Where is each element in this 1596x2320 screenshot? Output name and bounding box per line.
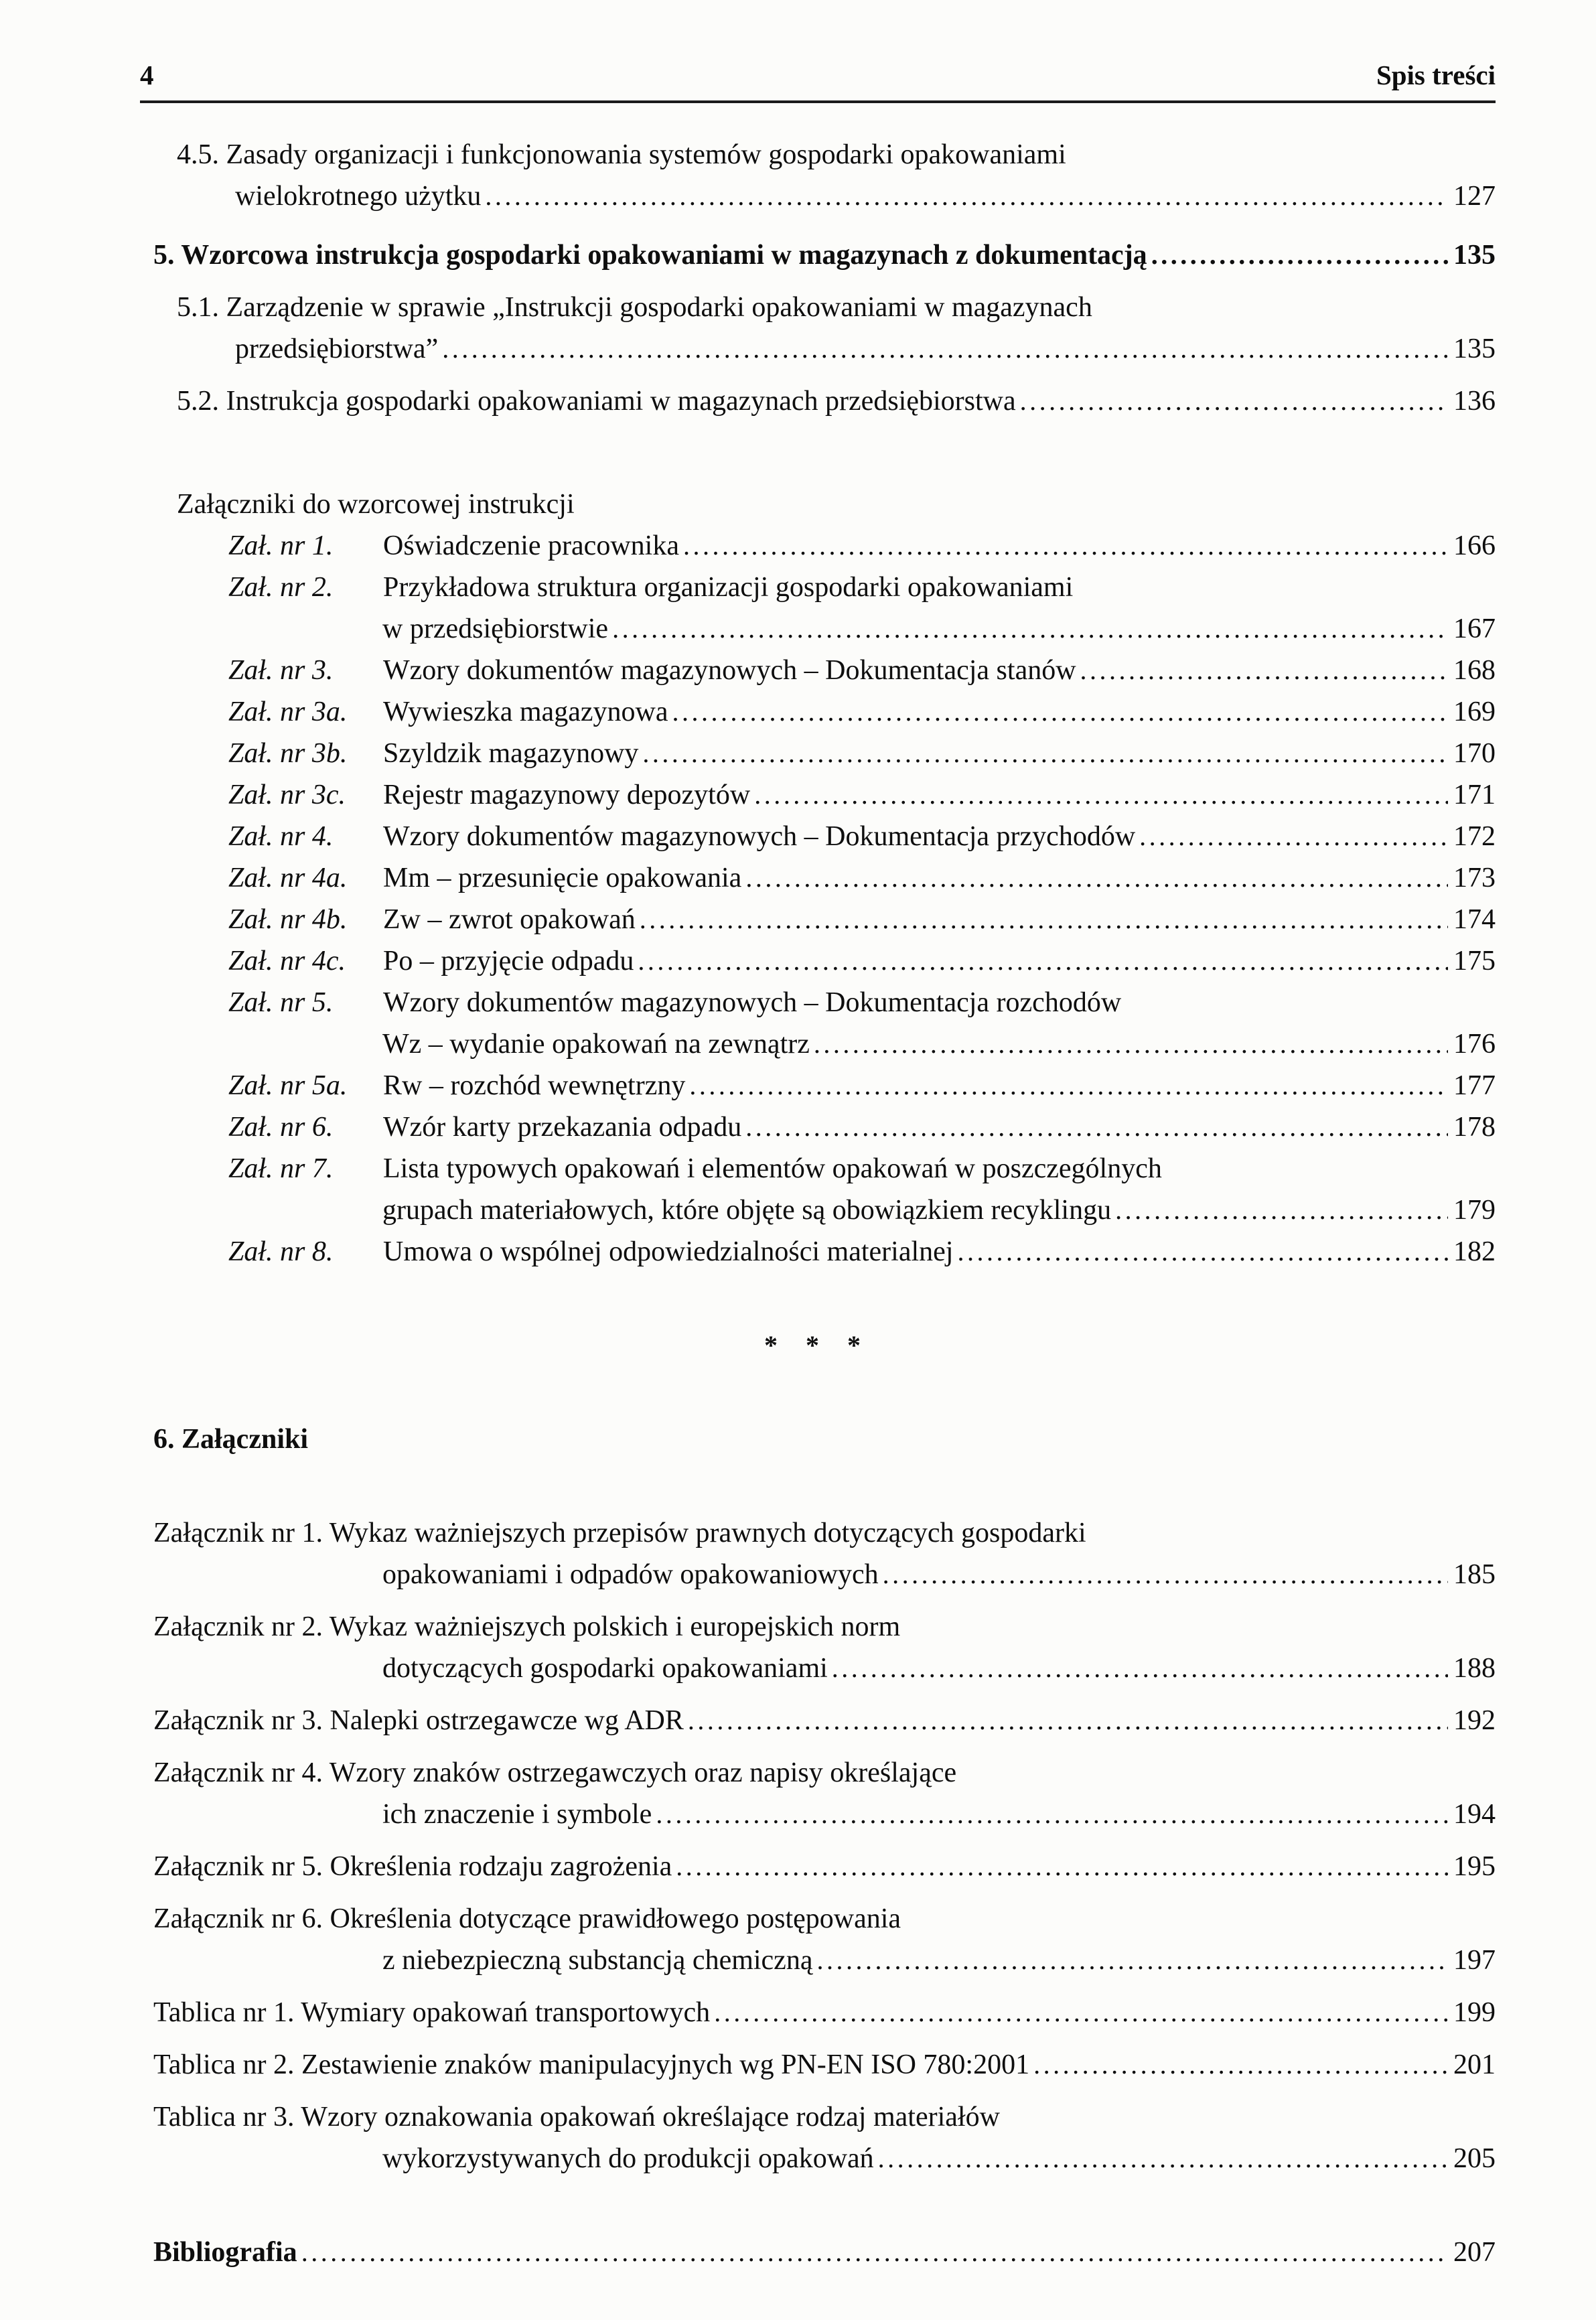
toc-entry-text: Mm – przesunięcie opakowania (383, 863, 742, 893)
toc-entry-label: Zał. nr 2. (228, 572, 334, 603)
leader-dots (1115, 1189, 1448, 1231)
toc-row (153, 1752, 1496, 1794)
toc-entry-text: * * * (764, 1330, 871, 1360)
toc-entry-page: 135 (1453, 240, 1496, 271)
toc-entry-page: 174 (1453, 904, 1496, 935)
chapter-entry (153, 234, 1496, 276)
leader-dots (883, 1554, 1448, 1595)
toc-row (153, 1606, 1496, 1648)
section-separator (140, 1325, 1496, 1366)
toc-entry-text: Bibliografia (153, 2237, 297, 2268)
toc-entry-text: 5.1. Zarządzenie w sprawie „Instrukcji gospodarki opakowaniami w magazynach (177, 292, 1092, 323)
toc-entry-text: przedsiębiorstwa” (235, 334, 439, 364)
toc-entry-label: Zał. nr 5a. (228, 1070, 348, 1101)
section-heading (153, 1419, 1496, 1460)
toc-entry-label: Zał. nr 4. (228, 821, 334, 852)
toc-entry-text: Załącznik nr 3. Nalepki ostrzegawcze wg ADR (153, 1705, 684, 1736)
leader-dots (745, 857, 1448, 899)
leader-dots (301, 2232, 1448, 2273)
leader-dots (689, 1065, 1448, 1106)
toc-entry-text: Wzory dokumentów magazynowych – Dokumentacja stanów (383, 655, 1076, 686)
toc-entry-text: Tablica nr 3. Wzory oznakowania opakowań określające rodzaj materiałów (153, 2102, 1000, 2132)
toc-entry-page: 185 (1453, 1559, 1496, 1590)
toc-entry-text: Załącznik nr 1. Wykaz ważniejszych przepisów prawnych dotyczących gospodarki (153, 1518, 1086, 1548)
leader-dots (754, 774, 1448, 816)
leader-dots (642, 733, 1448, 774)
leader-dots (672, 691, 1448, 733)
toc-entry-text: grupach materiałowych, które objęte są obowiązkiem recyklingu (382, 1195, 1112, 1226)
toc-entry-text: Lista typowych opakowań i elementów opakowań w poszczególnych (383, 1153, 1162, 1184)
toc-row (228, 899, 1496, 940)
toc-row (153, 1700, 1496, 1741)
toc-row (382, 608, 1496, 650)
toc-row (382, 1189, 1496, 1231)
toc-entry-text: Załącznik nr 2. Wykaz ważniejszych polskich i europejskich norm (153, 1611, 901, 1642)
toc-row (177, 380, 1496, 422)
toc-row (235, 328, 1496, 370)
toc-row (153, 1898, 1496, 1940)
toc-entry-page: 194 (1453, 1799, 1496, 1830)
toc-row (382, 1794, 1496, 1835)
toc-row (177, 287, 1496, 328)
toc-entry-page: 195 (1453, 1851, 1496, 1882)
toc-entry-text: Wzory dokumentów magazynowych – Dokumentacja przychodów (383, 821, 1136, 852)
toc-entry-label: Zał. nr 1. (228, 530, 334, 561)
toc-entry-page: 167 (1453, 613, 1496, 644)
leader-dots (638, 940, 1448, 982)
toc-entry-text: Rw – rozchód wewnętrzny (383, 1070, 686, 1101)
toc-row (228, 982, 1496, 1023)
toc-entry-text: Załącznik nr 4. Wzory znaków ostrzegawczych oraz napisy określające (153, 1757, 957, 1788)
toc-entry-text: Wz – wydanie opakowań na zewnątrz (382, 1029, 810, 1060)
toc-row (228, 816, 1496, 857)
leader-dots (878, 2138, 1448, 2179)
toc-entry-page: 199 (1453, 1997, 1496, 2028)
toc-row (228, 525, 1496, 567)
leader-dots (814, 1023, 1448, 1065)
leader-dots (612, 608, 1448, 650)
toc-entry-page: 182 (1453, 1236, 1496, 1267)
toc-entry-text: Tablica nr 2. Zestawienie znaków manipulacyjnych wg PN-EN ISO 780:2001 (153, 2049, 1030, 2080)
toc-entry-page: 207 (1453, 2237, 1496, 2268)
toc-entry-page: 172 (1453, 821, 1496, 852)
toc-entry-page: 192 (1453, 1705, 1496, 1736)
toc-entry-text: ich znaczenie i symbole (382, 1799, 652, 1830)
toc-entry-label: Zał. nr 3b. (228, 738, 348, 769)
toc-entry-page: 175 (1453, 946, 1496, 976)
leader-dots (442, 328, 1448, 370)
toc-row (228, 691, 1496, 733)
toc-entry-text: Szyldzik magazynowy (383, 738, 639, 769)
toc-row (235, 175, 1496, 217)
leader-dots (1139, 816, 1448, 857)
toc-row (228, 940, 1496, 982)
toc-entry-page: 188 (1453, 1653, 1496, 1684)
toc-entry-text: Wzór karty przekazania odpadu (383, 1112, 742, 1143)
toc-entry-label: Zał. nr 4c. (228, 946, 346, 976)
toc-entry-text: Wzory dokumentów magazynowych – Dokumentacja rozchodów (383, 987, 1122, 1018)
toc-entry-page: 178 (1453, 1112, 1496, 1143)
leader-dots (714, 1992, 1448, 2033)
toc-row (228, 650, 1496, 691)
toc-entry-label: Zał. nr 7. (228, 1153, 334, 1184)
toc-entry-page: 179 (1453, 1195, 1496, 1226)
subsection-heading (177, 484, 1496, 525)
toc-row (382, 1554, 1496, 1595)
leader-dots (816, 1940, 1448, 1981)
toc-entry-text: Po – przyjęcie odpadu (383, 946, 634, 976)
toc-entry-page: 127 (1453, 181, 1496, 212)
toc-entry-page: 197 (1453, 1945, 1496, 1976)
table-of-contents (140, 103, 1496, 2273)
toc-entry-text: Przykładowa struktura organizacji gospodarki opakowaniami (383, 572, 1074, 603)
toc-entry-page: 135 (1453, 334, 1496, 364)
toc-entry-text: Załączniki do wzorcowej instrukcji (177, 489, 575, 520)
toc-entry-text: Rejestr magazynowy depozytów (383, 780, 751, 810)
toc-entry-label: Zał. nr 3. (228, 655, 334, 686)
toc-entry-text: Załącznik nr 6. Określenia dotyczące prawidłowego postępowania (153, 1903, 901, 1934)
toc-entry-text: opakowaniami i odpadów opakowaniowych (382, 1559, 879, 1590)
toc-entry-text: dotyczących gospodarki opakowaniami (382, 1653, 828, 1684)
leader-dots (688, 1700, 1448, 1741)
toc-entry-text: Zw – zwrot opakowań (383, 904, 636, 935)
leader-dots (957, 1231, 1448, 1273)
running-header (140, 59, 1496, 103)
toc-row (382, 2138, 1496, 2179)
toc-entry-label: Zał. nr 8. (228, 1236, 334, 1267)
toc-entry-text: 5. Wzorcowa instrukcja gospodarki opakowaniami w magazynach z dokumentacją (153, 240, 1147, 271)
toc-row (382, 1023, 1496, 1065)
toc-row (228, 1148, 1496, 1189)
toc-row (177, 134, 1496, 175)
toc-entry-text: wykorzystywanych do produkcji opakowań (382, 2143, 874, 2174)
toc-entry-page: 171 (1453, 780, 1496, 810)
toc-row (228, 1106, 1496, 1148)
toc-entry-label: Zał. nr 5. (228, 987, 334, 1018)
bibliography-entry (153, 2232, 1496, 2273)
toc-entry-label: Zał. nr 3a. (228, 697, 348, 727)
toc-entry-text: Tablica nr 1. Wymiary opakowań transportowych (153, 1997, 711, 2028)
toc-row (382, 1940, 1496, 1981)
toc-entry-text: 4.5. Zasady organizacji i funkcjonowania systemów gospodarki opakowaniami (177, 139, 1066, 170)
toc-row (228, 1065, 1496, 1106)
toc-entry-label: Zał. nr 4b. (228, 904, 348, 935)
leader-dots (1080, 650, 1448, 691)
toc-row (153, 1846, 1496, 1887)
toc-row (228, 567, 1496, 608)
toc-entry-page: 176 (1453, 1029, 1496, 1060)
toc-entry-text: Oświadczenie pracownika (383, 530, 679, 561)
toc-row (228, 1231, 1496, 1273)
toc-entry-page: 177 (1453, 1070, 1496, 1101)
toc-entry-text: z niebezpieczną substancją chemiczną (382, 1945, 813, 1976)
toc-row (228, 774, 1496, 816)
toc-entry-label: Zał. nr 4a. (228, 863, 348, 893)
toc-entry-text: Wywieszka magazynowa (383, 697, 668, 727)
toc-row (382, 1648, 1496, 1689)
toc-entry-page: 170 (1453, 738, 1496, 769)
toc-entry-text: 5.2. Instrukcja gospodarki opakowaniami w magazynach przedsiębiorstwa (177, 386, 1016, 417)
header-title: Spis treści (1376, 60, 1496, 90)
leader-dots (832, 1648, 1448, 1689)
toc-entry-page: 205 (1453, 2143, 1496, 2174)
leader-dots (1151, 234, 1448, 276)
toc-entry-label: Zał. nr 6. (228, 1112, 334, 1143)
leader-dots (683, 525, 1448, 567)
leader-dots (745, 1106, 1448, 1148)
leader-dots (656, 1794, 1448, 1835)
toc-row (153, 1992, 1496, 2033)
toc-row (228, 857, 1496, 899)
leader-dots (1033, 2044, 1448, 2086)
toc-entry-label: Zał. nr 3c. (228, 780, 346, 810)
toc-entry-text: wielokrotnego użytku (235, 181, 482, 212)
toc-entry-page: 173 (1453, 863, 1496, 893)
toc-entry-page: 168 (1453, 655, 1496, 686)
leader-dots (676, 1846, 1448, 1887)
toc-row (153, 2044, 1496, 2086)
toc-entry-page: 136 (1453, 386, 1496, 417)
toc-row (228, 733, 1496, 774)
toc-entry-text: Umowa o wspólnej odpowiedzialności materialnej (383, 1236, 954, 1267)
toc-entry-text: Załącznik nr 5. Określenia rodzaju zagrożenia (153, 1851, 672, 1882)
leader-dots (485, 175, 1448, 217)
toc-entry-text: 6. Załączniki (153, 1424, 309, 1455)
page-number: 4 (140, 60, 154, 90)
toc-row (153, 1512, 1496, 1554)
leader-dots (640, 899, 1448, 940)
toc-entry-text: w przedsiębiorstwie (382, 613, 609, 644)
toc-entry-page: 169 (1453, 697, 1496, 727)
toc-entry-page: 166 (1453, 530, 1496, 561)
leader-dots (1020, 380, 1448, 422)
toc-entry-page: 201 (1453, 2049, 1496, 2080)
toc-row (153, 2096, 1496, 2138)
